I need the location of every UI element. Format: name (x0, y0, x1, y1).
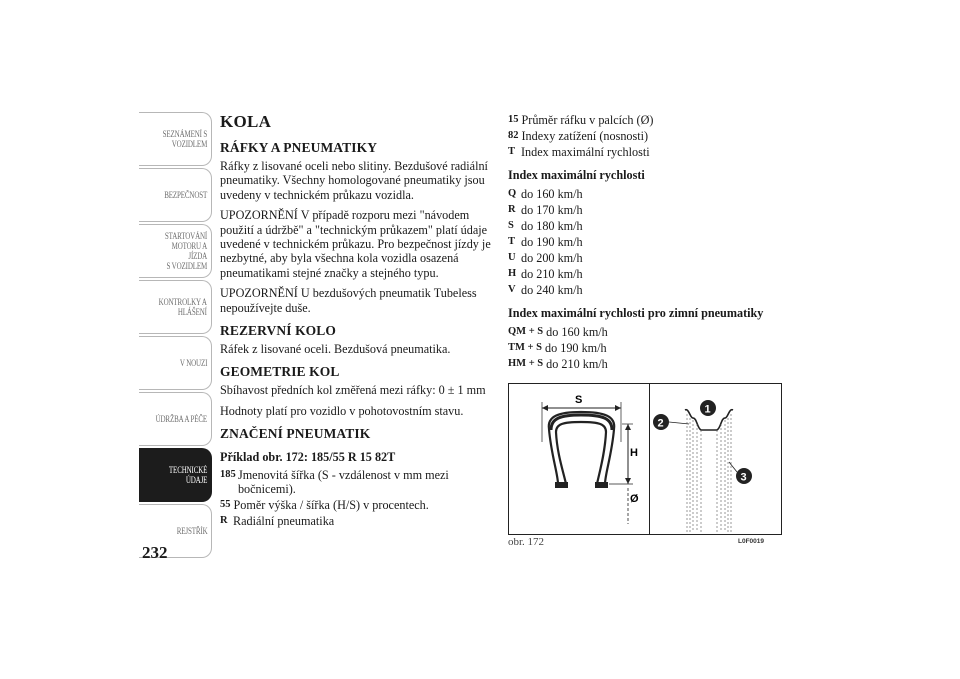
figure-divider (649, 384, 650, 534)
tab-label: SEZNÁMENÍ S VOZIDLEM (162, 129, 208, 149)
chapter-sidebar (139, 112, 212, 560)
tab-label: REJSTŘÍK (176, 526, 208, 536)
code-value: Radiální pneumatika (233, 514, 335, 529)
code-key: T (508, 146, 516, 157)
tab-label: TECHNICKÉ ÚDAJE (168, 465, 208, 485)
winter-value: do 210 km/h (546, 357, 608, 371)
tire-figure (508, 383, 782, 535)
tab-bezpecnost[interactable] (139, 168, 212, 222)
leader-line (669, 422, 689, 424)
tab-kontrolky[interactable] (139, 280, 212, 334)
section-title: KOLA (220, 112, 272, 131)
speed-row (508, 234, 780, 250)
speed-row (508, 282, 780, 298)
winter-row (508, 324, 780, 340)
speed-value: do 180 km/h (521, 219, 583, 233)
tab-technicke-udaje[interactable] (139, 448, 212, 502)
marking-example: Příklad obr. 172: 185/55 R 15 82T (220, 450, 396, 465)
tire-cross-section (542, 394, 639, 524)
code-row (508, 144, 780, 160)
geometry-heading: GEOMETRIE KOL (220, 364, 340, 380)
code-value: Index maximální rychlosti (521, 145, 650, 159)
code-row (508, 112, 780, 128)
warning-tubeless: UPOZORNĚNÍ U bezdušových pneumatik Tubeless nepoužívejte duše. (220, 286, 477, 315)
speed-index-heading: Index maximální rychlosti (508, 168, 645, 182)
code-value: Jmenovitá šířka (S - vzdálenost v mm mezi bočnicemi). (237, 468, 449, 497)
speed-value: do 240 km/h (521, 283, 583, 297)
arrow-head (615, 405, 621, 411)
code-key: 55 (220, 499, 231, 511)
speed-key: R (508, 204, 516, 215)
tab-seznameni[interactable] (139, 112, 212, 166)
spare-text: Ráfek z lisované oceli. Bezdušová pneumatika. (220, 342, 451, 357)
geometry-text-toe: Sbíhavost předních kol změřená mezi ráfky: 0 ± 1 mm (220, 383, 486, 398)
figure-caption: obr. 172 (508, 536, 545, 548)
winter-row (508, 356, 780, 372)
warning-registration: UPOZORNĚNÍ V případě rozporu mezi "návodem použití a údržbě" a "technickým průkazem" platí údaje uvedené v technickém průkazu. Pro bezpečnost jízdy je nezbytné, aby byla všechna kola vozidla osazená pneumatikami stejné značky a stejného typu. (220, 208, 491, 280)
winter-key: QM + S (508, 326, 544, 337)
speed-value: do 170 km/h (521, 203, 583, 217)
winter-value: do 160 km/h (546, 325, 608, 339)
code-row (220, 468, 496, 496)
speed-row (508, 266, 780, 282)
leader-line (729, 462, 737, 472)
left-column (220, 112, 496, 530)
code-key: R (220, 515, 228, 527)
speed-key: H (508, 268, 517, 279)
rims-heading: RÁFKY A PNEUMATIKY (220, 140, 378, 155)
code-key: 82 (508, 130, 519, 141)
tire-outline (549, 412, 614, 484)
speed-key: T (508, 236, 516, 247)
tab-label: V NOUZI (179, 358, 208, 368)
tab-label: STARTOVÁNÍ MOTORU A JÍZDA S VOZIDLEM (164, 231, 208, 271)
spare-heading: REZERVNÍ KOLO (220, 323, 336, 339)
winter-value: do 190 km/h (545, 341, 607, 355)
code-row (220, 498, 496, 512)
label-diameter: Ø (630, 493, 639, 505)
code-row (508, 128, 780, 144)
arrow-head (625, 424, 631, 430)
badge-2-label: 2 (657, 417, 664, 430)
speed-row (508, 186, 780, 202)
right-column (508, 112, 780, 372)
speed-key: S (508, 220, 514, 231)
arrow-head (542, 405, 548, 411)
arrow-head (625, 478, 631, 484)
winter-key: TM + S (508, 342, 542, 353)
speed-value: do 210 km/h (521, 267, 583, 281)
speed-row (508, 250, 780, 266)
tire-diagram (509, 384, 781, 534)
winter-key: HM + S (508, 358, 544, 369)
tab-label: BEZPEČNOST (164, 190, 208, 200)
badge-1-label: 1 (704, 403, 711, 416)
speed-row (508, 218, 780, 234)
winter-row (508, 340, 780, 356)
speed-row (508, 202, 780, 218)
rim-profile (653, 400, 752, 532)
bead-left (555, 482, 568, 488)
bead-right (595, 482, 608, 488)
speed-value: do 160 km/h (521, 187, 583, 201)
code-key: 185 (220, 469, 236, 481)
code-value: Indexy zatížení (nosnosti) (521, 129, 649, 143)
code-key: 15 (508, 114, 519, 125)
speed-key: V (508, 284, 516, 295)
rims-text: Ráfky z lisované oceli nebo slitiny. Bezdušové radiální pneumatiky. Všechny homologované pneumatiky jsou uvedeny v technickém průkazu vozidla. (220, 159, 488, 202)
code-value: Průměr ráfku v palcích (Ø) (521, 113, 654, 127)
speed-key: U (508, 252, 516, 263)
page-number: 232 (142, 543, 168, 562)
tab-label: ÚDRŽBA A PÉČE (155, 414, 208, 424)
label-s: S (575, 394, 583, 406)
figure-code: L0F0019 (738, 538, 765, 545)
code-value: Poměr výška / šířka (H/S) v procentech. (233, 498, 429, 513)
badge-3-label: 3 (740, 471, 747, 484)
code-row (220, 514, 496, 528)
label-h: H (630, 447, 638, 459)
geometry-text-state: Hodnoty platí pro vozidlo v pohotovostním stavu. (220, 403, 464, 418)
speed-key: Q (508, 188, 517, 199)
speed-value: do 200 km/h (521, 251, 583, 265)
tab-v-nouzi[interactable] (139, 336, 212, 390)
tab-udrzba[interactable] (139, 392, 212, 446)
marking-heading: ZNAČENÍ PNEUMATIK (220, 426, 371, 442)
winter-speed-heading: Index maximální rychlosti pro zimní pneumatiky (508, 306, 764, 320)
tab-label: KONTROLKY A HLÁŠENÍ (158, 297, 208, 317)
speed-value: do 190 km/h (521, 235, 583, 249)
tab-startovani[interactable] (139, 224, 212, 278)
